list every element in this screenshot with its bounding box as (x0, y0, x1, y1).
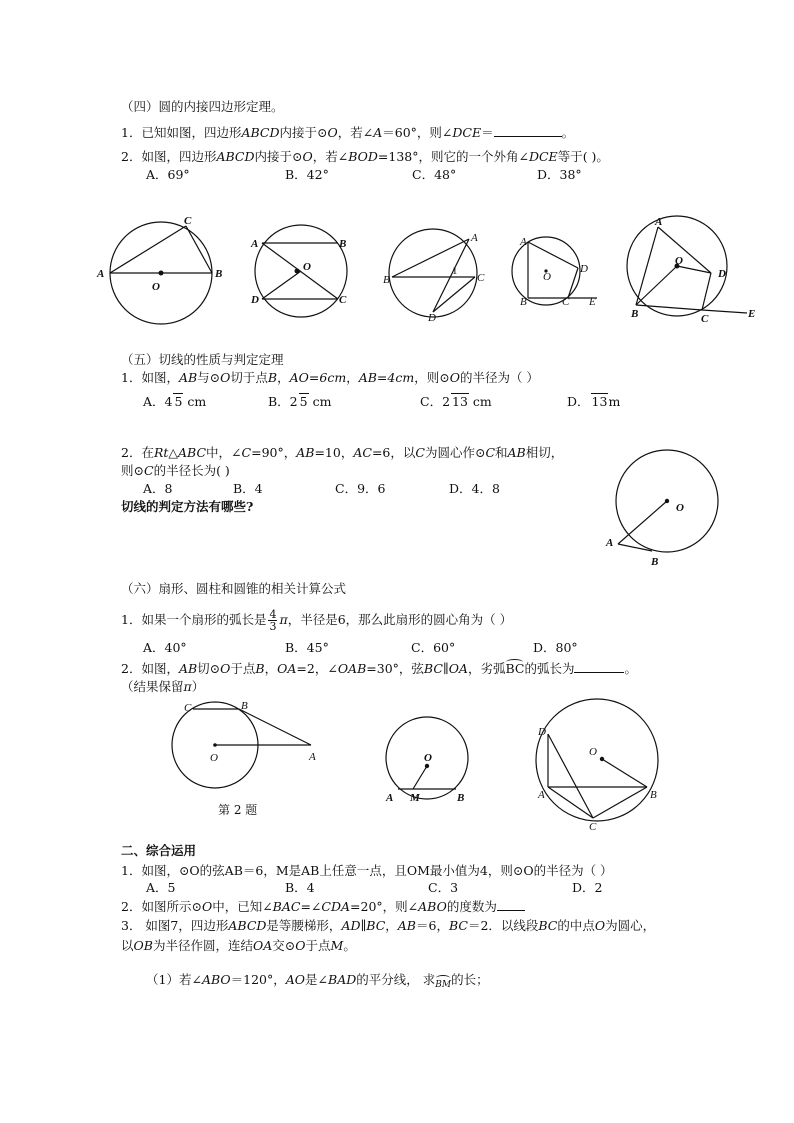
figure-tangent (600, 450, 730, 575)
text: ＝ (481, 125, 494, 140)
text: O (302, 149, 313, 164)
text: 切于点 (230, 370, 268, 385)
text: BC (366, 918, 386, 933)
text: ＝2．以线段 (467, 918, 539, 933)
text: ， (385, 918, 398, 933)
text: A (373, 125, 383, 140)
text: OA (277, 661, 297, 676)
label: O (303, 261, 311, 273)
label: D (580, 263, 588, 275)
label: E (748, 308, 756, 320)
text: AB (178, 370, 198, 385)
text: 内接于⊙ (279, 125, 328, 140)
text: O (220, 661, 231, 676)
option-b (268, 394, 331, 410)
text: AC (353, 445, 372, 460)
text: =2，∠ (296, 661, 338, 676)
text: =138°，则它的一个外角∠ (377, 149, 529, 164)
text: 1．如果一个扇形的弧长是 (121, 612, 267, 627)
text: ＝120°， (230, 972, 286, 987)
text: 为圆心作⊙ (424, 445, 486, 460)
label: E (589, 296, 596, 308)
label: A (386, 792, 394, 804)
text: ，半径是6，那么此扇形的圆心角为（ ） (287, 612, 513, 627)
text: OAB (337, 661, 367, 676)
text: AO=6cm (289, 370, 347, 385)
text: ， (277, 370, 290, 385)
text: 1．如图， (121, 370, 179, 385)
answer-blank[interactable] (494, 136, 562, 137)
text: BC (423, 661, 443, 676)
text: 3． 如图7，四边形 (121, 918, 229, 933)
label: C (184, 215, 192, 227)
text: AO (285, 972, 306, 987)
text: ＝6， (416, 918, 449, 933)
text: BOD (348, 149, 378, 164)
text: 则⊙ (121, 463, 144, 478)
text: =20°，则∠ (350, 899, 419, 914)
text: cm (187, 394, 207, 409)
label: D (251, 294, 259, 306)
s7-question-3-cont (121, 938, 356, 954)
text: 和 (495, 445, 508, 460)
text: AB (397, 918, 416, 933)
label: C (184, 702, 192, 714)
s5-question-2 (121, 445, 563, 461)
section-4-heading: （四）圆的内接四边形定理。 (121, 99, 284, 114)
section-comprehensive-heading: 二、综合运用 (121, 843, 197, 858)
text: ABO (418, 899, 447, 914)
text: 的半径长为( ) (153, 463, 230, 478)
label: C (339, 294, 347, 306)
label: B (651, 556, 659, 568)
s7-question-3 (121, 918, 655, 934)
option-c: C．48° (412, 167, 457, 182)
s4-question-1 (121, 125, 574, 141)
label: A (520, 236, 527, 248)
label: A (471, 232, 478, 244)
text: O (295, 938, 306, 953)
option-a: A．5 (146, 880, 176, 895)
label: B (215, 268, 223, 280)
s7-question-3-part-1 (146, 972, 489, 993)
label: O (543, 271, 551, 283)
text: cm (472, 394, 492, 409)
text: B (255, 661, 265, 676)
sqrt: 13 (591, 394, 608, 409)
text: 为半径作圆，连结 (152, 938, 253, 953)
label: B (650, 789, 657, 801)
text: m (608, 394, 621, 409)
text: 中，已知∠ (212, 899, 273, 914)
label: O (676, 502, 684, 514)
text: ABCD (228, 918, 267, 933)
denominator: 3 (269, 620, 277, 633)
label: O (675, 255, 683, 267)
figure-external-angle (513, 232, 603, 312)
label: B (520, 296, 527, 308)
label: C (477, 272, 485, 284)
text: ＝60°，则∠ (382, 125, 453, 140)
label: C (701, 313, 709, 325)
figure-central-angle (623, 213, 763, 323)
text: =30°，弦 (366, 661, 424, 676)
text: 于点 (230, 661, 256, 676)
text: AD (341, 918, 361, 933)
label: O (424, 752, 432, 764)
text: C．2 (420, 394, 451, 409)
sqrt: 5 (174, 394, 183, 409)
text: =∠ (300, 899, 322, 914)
text: 的弧长为 (524, 661, 575, 676)
text: ABCD (241, 125, 280, 140)
text: O (220, 370, 231, 385)
label: B (339, 238, 347, 250)
option-b: B．4 (285, 880, 315, 895)
tangent-method-note: 切线的判定方法有哪些? (121, 499, 254, 514)
option-a: A．40° (143, 640, 187, 655)
section-5-heading: （五）切线的性质与判定定理 (121, 352, 284, 367)
text: 切⊙ (197, 661, 221, 676)
text: 中，∠ (206, 445, 242, 460)
option-b: B．42° (285, 167, 329, 182)
label: A (97, 268, 105, 280)
label: B (457, 792, 465, 804)
text: 与⊙ (197, 370, 221, 385)
text: OB (133, 938, 153, 953)
figure-angle-1 (380, 225, 490, 325)
label: B (383, 274, 390, 286)
text: 的平分线， 求 (356, 972, 436, 987)
label: A (309, 751, 316, 763)
text: BC (538, 918, 558, 933)
label: 1 (452, 265, 458, 277)
label: A (251, 238, 259, 250)
option-d: D．2 (572, 880, 603, 895)
figure-caption: 第 2 题 (218, 803, 258, 817)
text: 的中点 (557, 918, 595, 933)
text: 2．如图，四边形 (121, 149, 217, 164)
text: ，若∠ (337, 125, 374, 140)
text: O (594, 918, 606, 933)
s5-question-2-cont (121, 463, 230, 479)
sqrt: 13 (452, 394, 468, 409)
text: M (330, 938, 344, 953)
text: ∥ (442, 661, 449, 676)
text: 于点 (305, 938, 331, 953)
text: π (183, 679, 192, 694)
option-d: D．80° (533, 640, 578, 655)
text: ∥ (360, 918, 367, 933)
text: 为圆心， (605, 918, 656, 933)
option-b: B．45° (285, 640, 329, 655)
text: AB (507, 445, 526, 460)
figure-inscribed (530, 720, 670, 835)
s6-question-1 (121, 609, 512, 632)
text: 相切， (525, 445, 564, 460)
text: OA (252, 938, 273, 953)
text: C (241, 445, 252, 460)
label: A (606, 537, 614, 549)
text: 2．在 (121, 445, 154, 460)
text: BAD (328, 972, 357, 987)
s7-question-2 (121, 899, 525, 915)
text: 是等腰梯形， (266, 918, 342, 933)
text: ） (191, 679, 205, 694)
s6-question-2 (121, 661, 637, 677)
s6-question-2-note (121, 679, 204, 695)
label: M (410, 792, 420, 804)
text: cm (312, 394, 332, 409)
label: B (241, 700, 248, 712)
option-a: A．8 (143, 481, 173, 496)
text: O (201, 899, 213, 914)
answer-blank[interactable] (574, 672, 624, 673)
text: D． (567, 394, 590, 409)
figure-circle-diameter (95, 212, 235, 302)
option-c: C．3 (428, 880, 459, 895)
text: C (143, 463, 154, 478)
text: ，则⊙ (414, 370, 450, 385)
option-d (567, 394, 620, 410)
s7-question-1: 1．如图，⊙O的弦AB＝6，M是AB上任意一点，且OM最小值为4，则⊙O的半径为（ ） (121, 863, 613, 878)
sqrt: 5 (299, 394, 308, 409)
text: ABCD (216, 149, 255, 164)
text: 交⊙ (272, 938, 296, 953)
text: ABC (178, 445, 207, 460)
label: O (152, 281, 160, 293)
text: 的长； (451, 972, 489, 987)
label: O (589, 746, 597, 758)
label: A (538, 789, 545, 801)
text: 的半径为（ ） (459, 370, 539, 385)
label: C (589, 821, 597, 833)
label: D (538, 726, 546, 738)
text: OA (448, 661, 468, 676)
text: ABO (201, 972, 231, 987)
text: BAC (272, 899, 301, 914)
text: 以 (121, 938, 134, 953)
option-d: D．38° (537, 167, 582, 182)
label: O (210, 752, 218, 764)
text: BC (448, 918, 468, 933)
text: ，劣弧 (467, 661, 506, 676)
text: π (279, 612, 288, 627)
text: 。 (624, 661, 637, 676)
figure-chord-om (380, 715, 480, 810)
option-a: A．69° (146, 167, 190, 182)
text: AB=4cm (358, 370, 415, 385)
text: 的度数为 (446, 899, 497, 914)
text: 。 (561, 125, 575, 140)
label: D (718, 268, 726, 280)
arc-bm: BM (435, 977, 451, 993)
text: 2．如图所示⊙ (121, 899, 202, 914)
text: Rt (153, 445, 169, 460)
figure-arc-length (165, 695, 325, 795)
option-c: C．60° (411, 640, 456, 655)
text: =6，以 (371, 445, 416, 460)
text: （结果保留 (121, 679, 184, 694)
text: ， (264, 661, 278, 676)
numerator: 4 (269, 608, 277, 621)
option-d: D．4．8 (449, 481, 500, 496)
text: 1．已知如图，四边形 (121, 125, 242, 140)
text: O (449, 370, 460, 385)
text: ， (346, 370, 359, 385)
option-a (143, 394, 206, 410)
figure-parallel-chords (247, 228, 357, 318)
text: B (267, 370, 278, 385)
label: A (655, 216, 663, 228)
text: C (415, 445, 425, 460)
text: ，若∠ (312, 149, 349, 164)
text: 2．如图， (121, 661, 179, 676)
text: DCE (528, 149, 558, 164)
label: C (562, 296, 570, 308)
text: A．4 (143, 394, 173, 409)
text: （1）若∠ (146, 972, 202, 987)
fraction (268, 609, 277, 632)
option-c: C．9．6 (335, 481, 386, 496)
answer-blank[interactable] (497, 910, 525, 911)
s5-question-1 (121, 370, 539, 386)
option-c (420, 394, 492, 410)
text: 。 (343, 938, 356, 953)
text: 等于( )。 (557, 149, 609, 164)
text: B．2 (268, 394, 298, 409)
option-b: B．4 (233, 481, 263, 496)
s4-question-2 (121, 149, 609, 165)
section-6-heading: （六）扇形、圆柱和圆锥的相关计算公式 (121, 581, 347, 596)
text: 是∠ (305, 972, 329, 987)
text: DCE (452, 125, 482, 140)
text: CDA (321, 899, 351, 914)
text: C (485, 445, 496, 460)
label: B (631, 308, 639, 320)
text: 内接于⊙ (254, 149, 303, 164)
text: AB (296, 445, 315, 460)
arc-bc: BC (505, 661, 525, 676)
text: =10， (314, 445, 354, 460)
label: D (428, 312, 436, 324)
text: O (327, 125, 338, 140)
text: △ (168, 445, 179, 460)
text: AB (178, 661, 198, 676)
text: =90°， (251, 445, 297, 460)
